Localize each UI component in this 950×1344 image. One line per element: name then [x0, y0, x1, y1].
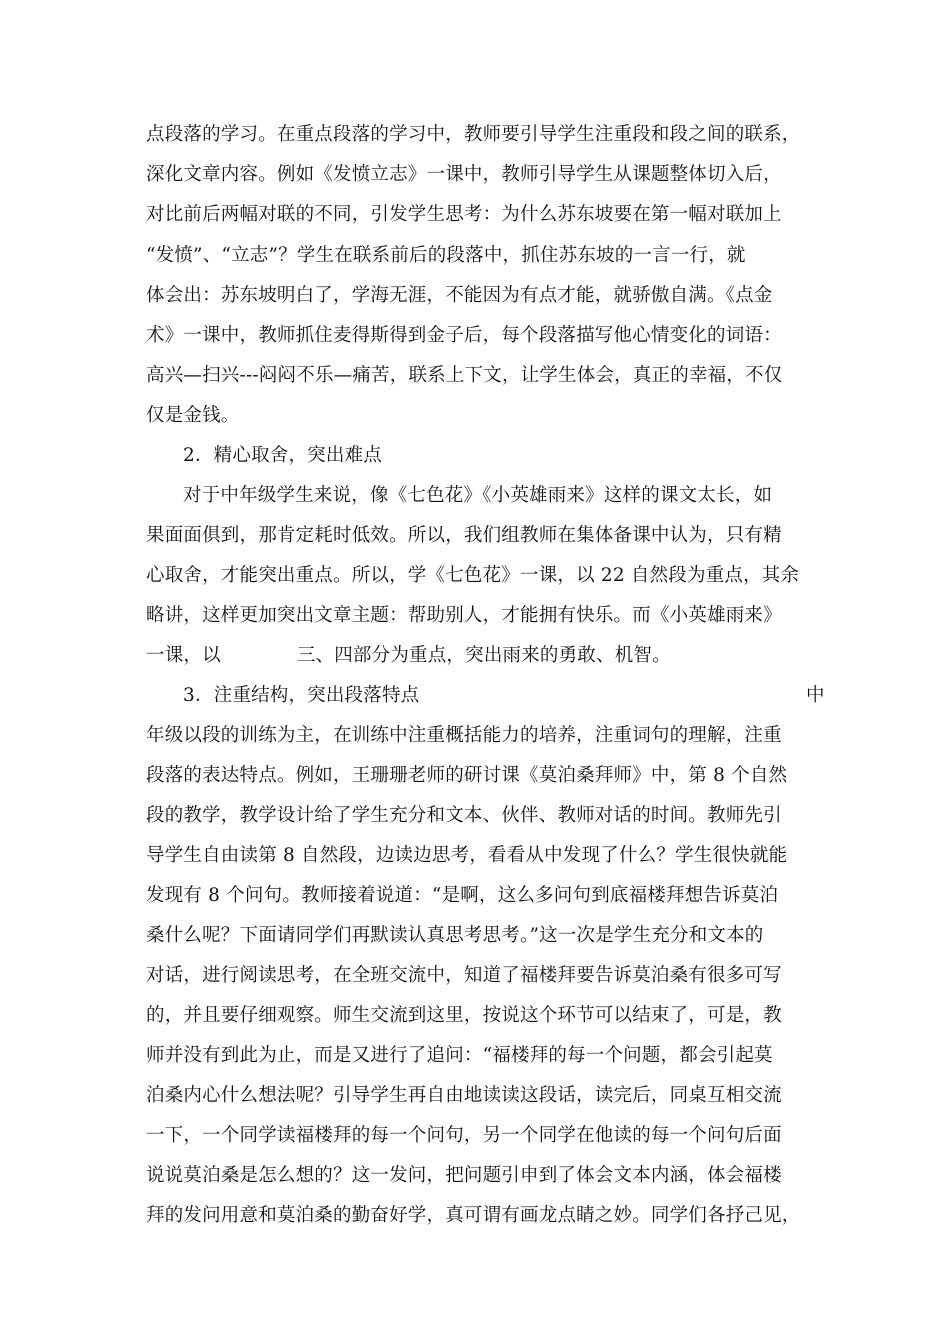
text-line: 说说莫泊桑是怎么想的？这一发问，把问题引申到了体会文本内涵，体会福楼	[146, 1165, 782, 1186]
text-fragment: 中	[806, 685, 825, 706]
text-line: 段的教学，教学设计给了学生充分和文本、伙伴、教师对话的时间。教师先引	[146, 805, 782, 826]
text-fragment: 一课，以	[146, 645, 221, 666]
text-line: 年级以段的训练为主，在训练中注重概括能力的培养，注重词句的理解，注重	[146, 725, 782, 746]
text-line: 点段落的学习。在重点段落的学习中，教师要引导学生注重段和段之间的联系，	[146, 124, 801, 145]
text-line: “发愤”、“立志”？学生在联系前后的段落中，抓住苏东坡的一言一行，就	[146, 245, 746, 266]
text-line: 果面面俱到，那肯定耗时低效。所以，我们组教师在集体备课中认为，只有精	[146, 525, 782, 546]
section-heading-2: 2．精心取舍，突出难点	[183, 445, 382, 466]
text-line: 发现有 8 个问句。教师接着说道：“是啊，这么多问句到底福楼拜想告诉莫泊	[146, 885, 779, 906]
text-line: 段落的表达特点。例如，王珊珊老师的研讨课《莫泊桑拜师》中，第 8 个自然	[146, 765, 788, 786]
text-line: 师并没有到此为止，而是又进行了追问：“福楼拜的每一个问题，都会引起莫	[146, 1045, 773, 1066]
section-heading-3: 3．注重结构，突出段落特点	[183, 685, 420, 706]
text-line: 对比前后两幅对联的不同，引发学生思考：为什么苏东坡要在第一幅对联加上	[146, 204, 782, 225]
text-line: 对于中年级学生来说，像《七色花》《小英雄雨来》这样的课文太长，如	[183, 485, 773, 506]
text-fragment: 三、四部分为重点，突出雨来的勇敢、机智。	[296, 645, 671, 666]
text-line: 术》一课中，教师抓住麦得斯得到金子后，每个段落描写他心情变化的词语：	[146, 325, 782, 346]
text-line: 心取舍，才能突出重点。所以，学《七色花》一课，以 22 自然段为重点，其余	[146, 565, 800, 586]
text-line: 对话，进行阅读思考，在全班交流中，知道了福楼拜要告诉莫泊桑有很多可写	[146, 965, 782, 986]
text-line: 高兴—扫兴---闷闷不乐—痛苦，联系上下文，让学生体会，真正的幸福，不仅	[146, 365, 783, 386]
text-line: 仅是金钱。	[146, 405, 240, 426]
text-line: 体会出：苏东坡明白了，学海无涯，不能因为有点才能，就骄傲自满。《点金	[146, 285, 773, 306]
text-line: 拜的发问用意和莫泊桑的勤奋好学，真可谓有画龙点睛之妙。同学们各抒己见，	[146, 1205, 801, 1226]
text-line: 略讲，这样更加突出文章主题：帮助别人，才能拥有快乐。而《小英雄雨来》	[146, 605, 782, 626]
text-line: 桑什么呢？下面请同学们再默读认真思考思考。”这一次是学生充分和文本的	[146, 925, 764, 946]
text-line	[146, 643, 671, 669]
text-line: 的，并且要仔细观察。师生交流到这里，按说这个环节可以结束了，可是，教	[146, 1005, 782, 1026]
text-line: 泊桑内心什么想法呢？引导学生再自由地读读这段话，读完后，同桌互相交流	[146, 1085, 782, 1106]
text-line: 导学生自由读第 8 自然段，边读边思考，看看从中发现了什么？学生很快就能	[146, 845, 788, 866]
text-line: 一下，一个同学读福楼拜的每一个问句，另一个同学在他读的每一个问句后面	[146, 1125, 782, 1146]
text-line: 深化文章内容。例如《发愤立志》一课中，教师引导学生从课题整体切入后，	[146, 164, 782, 185]
